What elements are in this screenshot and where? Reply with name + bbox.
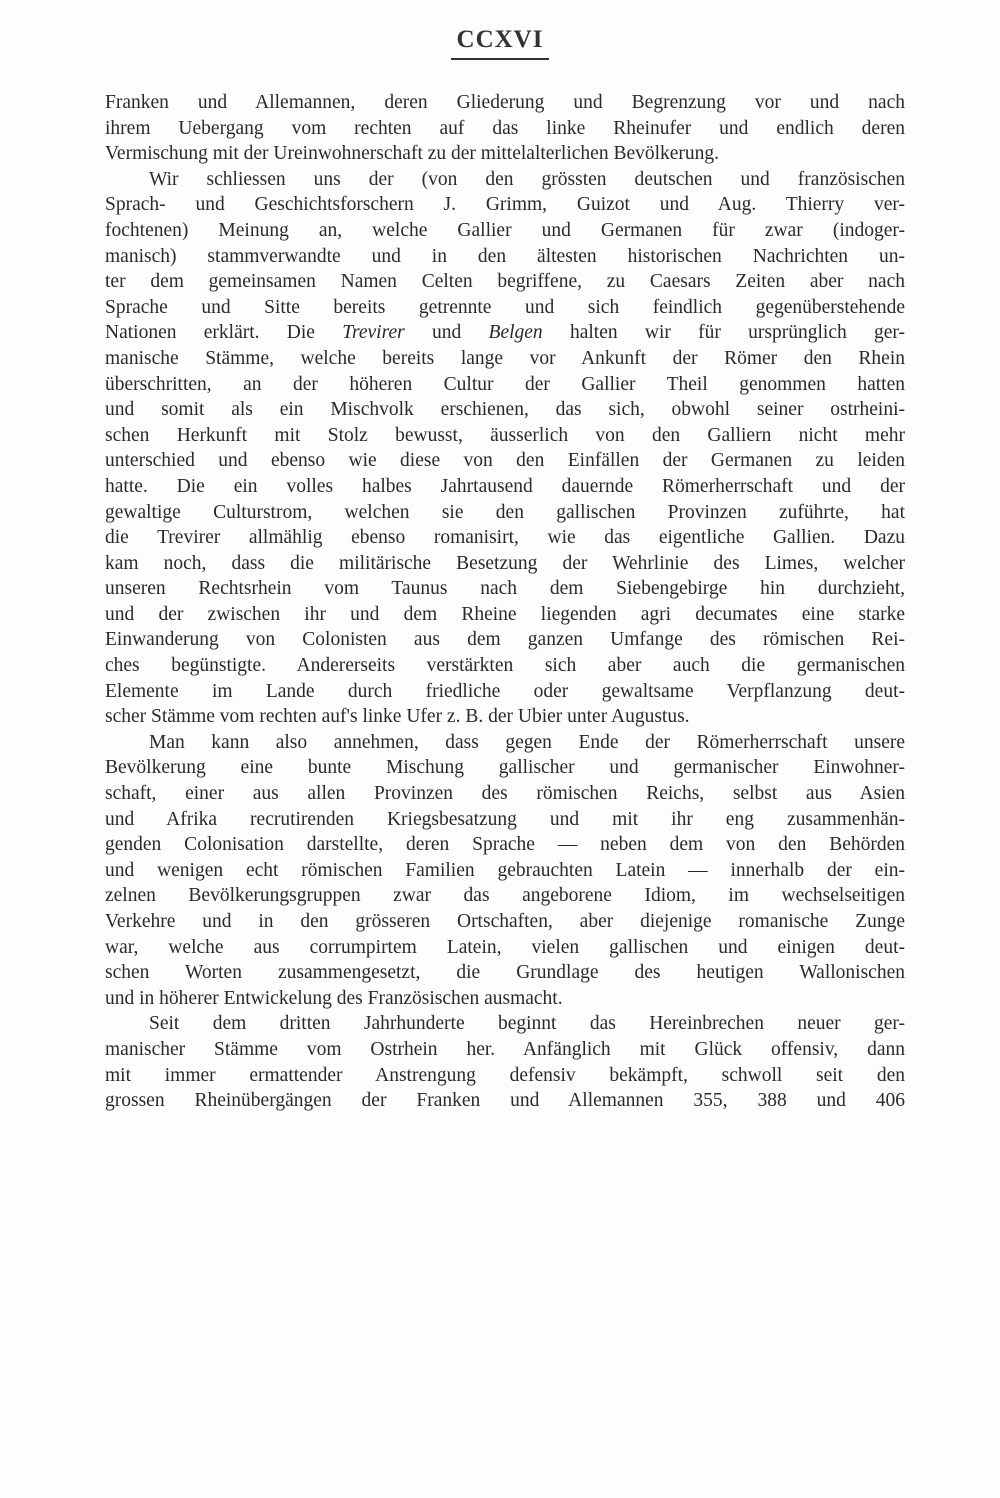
text-line: kam noch, dass die militärische Besetzung der Wehrlinie des Limes, welcher — [105, 552, 905, 574]
text-line: zelnen Bevölkerungsgruppen zwar das angeborene Idiom, im wechselseitigen — [105, 885, 905, 907]
text-line: war, welche aus corrumpirtem Latein, vielen gallischen und einigen deut- — [105, 936, 905, 958]
text-line: und in höherer Entwickelung des Französischen ausmacht. — [105, 987, 563, 1009]
text-line: Seit dem dritten Jahrhunderte beginnt das Hereinbrechen neuer ger- — [149, 1013, 905, 1035]
text-line: Wir schliessen uns der (von den grössten deutschen und französischen — [149, 168, 905, 190]
text-line: manisch) stammverwandte und in den ältesten historischen Nachrichten un- — [105, 245, 905, 267]
text-line: Sprache und Sitte bereits getrennte und sich feindlich gegenüberstehende — [105, 296, 905, 318]
text-line: und Afrika recrutirenden Kriegsbesatzung und mit ihr eng zusammenhän- — [105, 808, 905, 830]
text-line: und somit als ein Mischvolk erschienen, das sich, obwohl seiner ostrheini- — [105, 399, 905, 421]
italic-term: Trevirer — [342, 322, 405, 344]
text-line: mit immer ermattender Anstrengung defensiv bekämpft, schwoll seit den — [105, 1064, 905, 1086]
text-line: überschritten, an der höheren Cultur der Gallier Theil genommen hatten — [105, 373, 905, 395]
text-line: unterschied und ebenso wie diese von den Einfällen der Germanen zu leiden — [105, 450, 905, 472]
text-line: Elemente im Lande durch friedliche oder gewaltsame Verpflanzung deut- — [105, 680, 905, 702]
text-line: die Trevirer allmählig ebenso romanisirt, wie das eigentliche Gallien. Dazu — [105, 527, 905, 549]
text-line: ches begünstigte. Andererseits verstärkten sich aber auch die germanischen — [105, 655, 905, 677]
text-line: Sprach- und Geschichtsforschern J. Grimm, Guizot und Aug. Thierry ver- — [105, 194, 905, 216]
body-text — [105, 90, 905, 1114]
text-line: scher Stämme vom rechten auf's linke Ufer z. B. der Ubier unter Augustus. — [105, 706, 690, 728]
text-line: ihrem Uebergang vom rechten auf das linke Rheinufer und endlich deren — [105, 117, 905, 139]
text-line: genden Colonisation darstellte, deren Sprache — neben dem von den Behörden — [105, 834, 905, 856]
text-line: schaft, einer aus allen Provinzen des römischen Reichs, selbst aus Asien — [105, 783, 905, 805]
text-line: Bevölkerung eine bunte Mischung gallischer und germanischer Einwohner- — [105, 757, 905, 779]
text-line: hatte. Die ein volles halbes Jahrtausend dauernde Römerherrschaft und der — [105, 475, 905, 497]
text-line: schen Herkunft mit Stolz bewusst, äusserlich von den Galliern nicht mehr — [105, 424, 905, 446]
text-line: gewaltige Culturstrom, welchen sie den gallischen Provinzen zuführte, hat — [105, 501, 905, 523]
text-line: Einwanderung von Colonisten aus dem ganzen Umfange des römischen Rei- — [105, 629, 905, 651]
text-line: unseren Rechtsrhein vom Taunus nach dem Siebengebirge hin durchzieht, — [105, 578, 905, 600]
text-line: schen Worten zusammengesetzt, die Grundlage des heutigen Wallonischen — [105, 962, 905, 984]
italic-term: Belgen — [488, 322, 543, 344]
page-header — [0, 26, 1000, 60]
text-line: manischer Stämme vom Ostrhein her. Anfänglich mit Glück offensiv, dann — [105, 1038, 905, 1060]
text-line: Verkehre und in den grösseren Ortschaften, aber diejenige romanische Zunge — [105, 911, 905, 932]
text-line: fochtenen) Meinung an, welche Gallier und Germanen für zwar (indoger- — [105, 219, 905, 241]
text-line: Man kann also annehmen, dass gegen Ende der Römerherrschaft unsere — [149, 731, 905, 753]
text-line: Franken und Allemannen, deren Gliederung und Begrenzung vor und nach — [105, 92, 905, 113]
text-line: manische Stämme, welche bereits lange vor Ankunft der Römer den Rhein — [105, 347, 905, 369]
text-line: und wenigen echt römischen Familien gebrauchten Latein — innerhalb der ein- — [105, 859, 905, 881]
text-line: Vermischung mit der Ureinwohnerschaft zu der mittelalterlichen Bevölkerung. — [105, 143, 720, 165]
text-line: und der zwischen ihr und dem Rheine liegenden agri decumates eine starke — [105, 603, 905, 625]
text-line: Nationen erklärt. Die Trevirer und Belgen halten wir für ursprünglich ger- — [105, 322, 906, 344]
page-number: CCXVI — [451, 26, 550, 60]
text-line: ter dem gemeinsamen Namen Celten begriffene, zu Caesars Zeiten aber nach — [105, 271, 905, 293]
text-line: grossen Rheinübergängen der Franken und Allemannen 355, 388 und 406 — [105, 1090, 905, 1112]
